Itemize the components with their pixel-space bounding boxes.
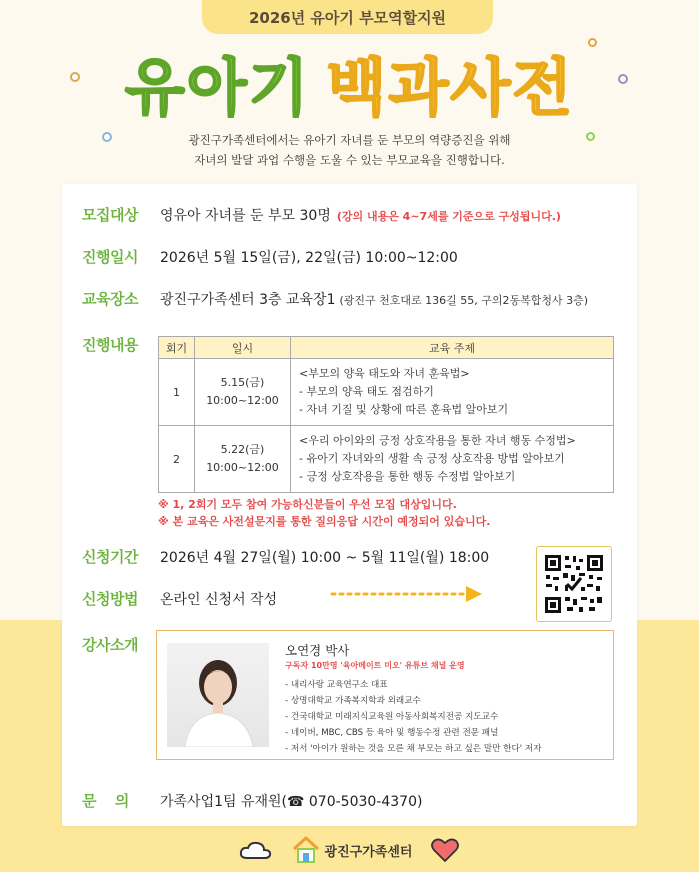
heart-icon: [430, 837, 460, 863]
note-line: ※ 1, 2회기 모두 참여 가능하신분들이 우선 모집 대상입니다.: [158, 498, 457, 511]
contact-row: [82, 790, 422, 811]
footer-org-name: 광진구가족센터: [324, 844, 413, 860]
cloud-icon: [239, 839, 273, 861]
session-time: 10:00~12:00: [206, 461, 279, 474]
header-topic: 교육 주제: [291, 337, 614, 359]
date-cell: [195, 359, 291, 426]
venue-label: 교육장소: [82, 290, 138, 308]
topic-item: - 유아기 자녀와의 생활 속 긍정 상호작용 방법 알아보기: [299, 452, 565, 465]
period-row: [82, 546, 489, 567]
method-value: 온라인 신청서 작성: [160, 592, 278, 608]
table-row: [159, 359, 614, 426]
dotted-arrow-icon: [330, 584, 484, 604]
contact-label: 문 의: [82, 792, 129, 810]
lecturer-box: [156, 630, 614, 760]
topic-item: - 자녀 기질 및 상황에 따른 훈육법 알아보기: [299, 403, 509, 416]
recruit-value: 영유아 자녀를 둔 부모 30명: [160, 208, 331, 224]
topic-title: <부모의 양육 태도와 자녀 훈육법>: [299, 367, 470, 380]
header-date: 일시: [195, 337, 291, 359]
recruit-label: 모집대상: [82, 206, 138, 224]
list-item: - 네이버, MBC, CBS 등 육아 및 행동수정 관련 전문 패널: [285, 725, 541, 741]
recruit-row: [82, 204, 561, 225]
date-cell: [195, 426, 291, 493]
schedule-table: [158, 336, 614, 493]
list-item: - 내리사랑 교육연구소 대표: [285, 677, 541, 693]
info-card: [62, 184, 637, 826]
table-header-row: [159, 337, 614, 359]
lecturer-career-list: [285, 677, 541, 757]
header-session: 회기: [159, 337, 195, 359]
lecturer-subtitle: 구독자 10만명 '육아메이트 미오' 유튜브 채널 운영: [285, 661, 465, 670]
session-date: 5.22(금): [220, 443, 265, 456]
footer: [0, 828, 699, 872]
list-item: - 저서 '아이가 원하는 것을 모른 채 부모는 하고 싶은 말만 한다' 저자: [285, 741, 541, 757]
qr-code-icon[interactable]: [536, 546, 612, 622]
dates-row: [82, 246, 458, 267]
content-row: [82, 334, 160, 355]
topic-title: <우리 아이와의 긍정 상호작용을 통한 자녀 행동 수정법>: [299, 434, 576, 447]
method-row: [82, 588, 277, 609]
session-time: 10:00~12:00: [206, 394, 279, 407]
contact-value: 가족사업1팀 유재원(☎ 070-5030-4370): [160, 794, 423, 810]
lecturer-row: [82, 634, 160, 655]
topic-item: - 긍정 상호작용을 통한 행동 수정법 알아보기: [299, 470, 516, 483]
intro-line-1: 광진구가족센터에서는 유아기 자녀를 둔 부모의 역량증진을 위해: [188, 133, 511, 147]
lecturer-portrait-icon: [167, 643, 269, 747]
intro-line-2: 자녀의 발달 과업 수행을 도울 수 있는 부모교육을 진행합니다.: [194, 153, 505, 167]
topic-item: - 부모의 양육 태도 점검하기: [299, 385, 434, 398]
topic-cell: [291, 359, 614, 426]
lecturer-label: 강사소개: [82, 636, 138, 654]
note-line: ※ 본 교육은 사전설문지를 통한 질의응답 시간이 예정되어 있습니다.: [158, 515, 491, 528]
list-item: - 상명대학교 가족복지학과 외래교수: [285, 693, 541, 709]
recruit-note: (강의 내용은 4~7세를 기준으로 구성됩니다.): [336, 210, 561, 223]
top-tag: 2026년 유아기 부모역할지원: [202, 0, 493, 34]
table-row: [159, 426, 614, 493]
list-item: - 건국대학교 미래지식교육원 아동사회복지전공 지도교수: [285, 709, 541, 725]
title-part-1: 유아기: [124, 50, 311, 124]
content-notes: [158, 496, 490, 530]
title-part-2: 백과사전: [326, 50, 575, 124]
lecturer-name: 오연경 박사: [285, 643, 350, 658]
dates-value: 2026년 5월 15일(금), 22일(금) 10:00~12:00: [160, 250, 458, 266]
topic-cell: [291, 426, 614, 493]
period-value: 2026년 4월 27일(월) 10:00 ~ 5월 11일(월) 18:00: [160, 550, 490, 566]
method-label: 신청방법: [82, 590, 138, 608]
session-date: 5.15(금): [220, 376, 265, 389]
content-label: 진행내용: [82, 336, 138, 354]
session-cell: 1: [159, 359, 195, 426]
venue-value: 광진구가족센터 3층 교육장1: [160, 292, 336, 308]
session-cell: 2: [159, 426, 195, 493]
period-label: 신청기간: [82, 548, 138, 566]
page-title: [0, 42, 699, 122]
venue-address: (광진구 천호대로 136길 55, 구의2동복합청사 3층): [339, 294, 589, 307]
dates-label: 진행일시: [82, 248, 138, 266]
house-logo-icon: [291, 836, 321, 864]
qr-code-graphic: [543, 553, 605, 615]
lecturer-photo: [167, 643, 269, 747]
venue-row: [82, 288, 588, 309]
intro-text: [0, 130, 699, 170]
